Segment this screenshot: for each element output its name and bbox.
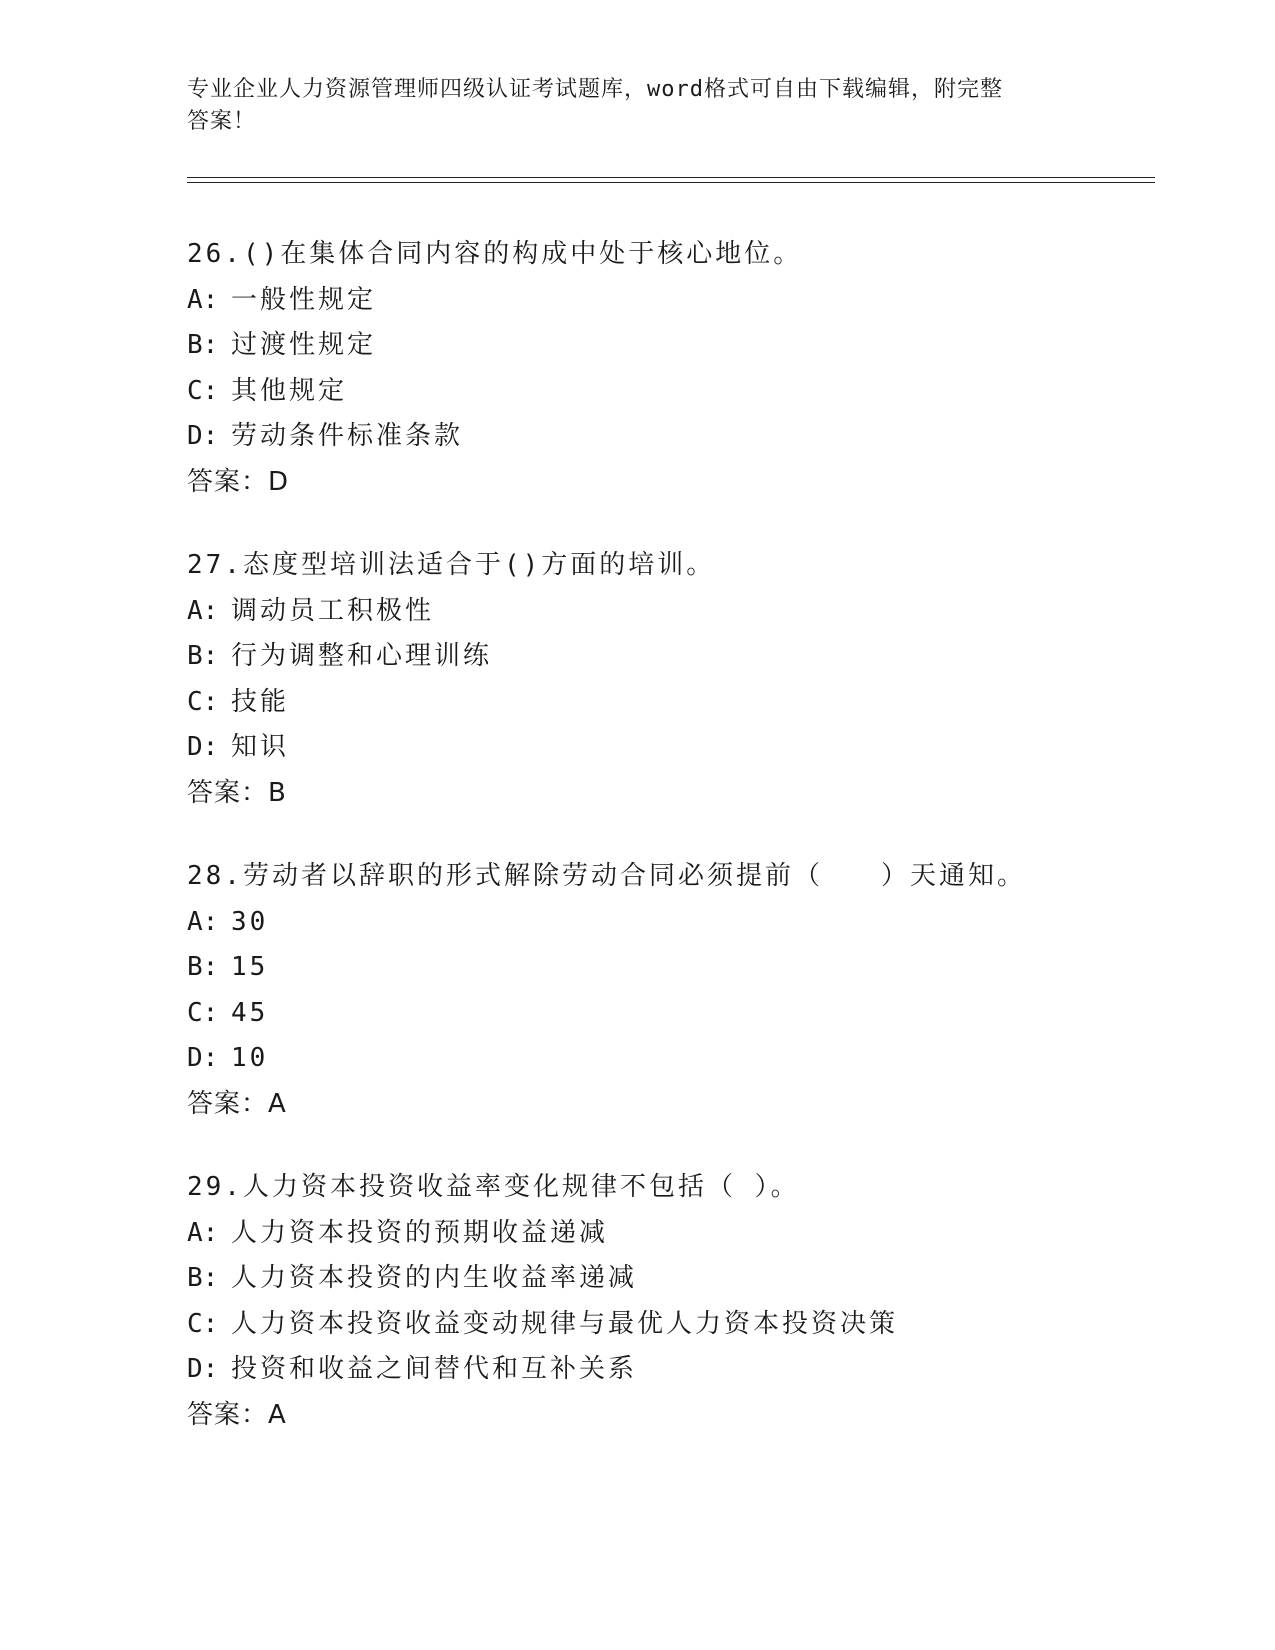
option-letter: B: [187,330,219,360]
option-b [187,323,1155,369]
question-stem: 28.劳动者以辞职的形式解除劳动合同必须提前（ ）天通知。 [187,861,1026,891]
option-c [187,680,1155,726]
option-text: 45 [231,997,269,1028]
option-letter: A: [187,906,219,937]
option-text: 知识 [231,732,290,762]
option-letter: D: [187,732,219,762]
option-text: 15 [231,952,269,982]
header-divider-top [187,177,1155,178]
option-a [187,900,1155,946]
option-letter: A: [187,284,219,315]
question-list [187,232,1155,1476]
option-c [187,1302,1155,1348]
option-b [187,1256,1155,1302]
option-letter: D: [187,1043,219,1073]
option-letter: A: [187,595,219,626]
option-text: 过渡性规定 [231,330,377,360]
question-stem: 29.人力资本投资收益率变化规律不包括（ ）。 [187,1172,800,1202]
option-text: 人力资本投资的预期收益递减 [231,1217,609,1248]
option-letter: B: [187,641,219,671]
option-letter: D: [187,1354,219,1384]
option-letter: C: [187,375,219,406]
option-letter: B: [187,952,219,982]
document-header [187,74,1087,138]
option-c [187,991,1155,1037]
header-line-1: 专业企业人力资源管理师四级认证考试题库，word格式可自由下载编辑，附完整 [187,77,1003,102]
header-line-2: 答案！ [187,109,257,134]
option-letter: C: [187,686,219,717]
option-d [187,414,1155,460]
option-text: 30 [231,906,269,937]
option-text: 人力资本投资的内生收益率递减 [231,1263,638,1293]
question-26 [187,232,1155,505]
answer-line: 答案：D [187,466,290,497]
option-b [187,945,1155,991]
option-letter: C: [187,997,219,1028]
question-27 [187,543,1155,816]
option-b [187,634,1155,680]
option-text: 劳动条件标准条款 [231,421,464,451]
option-text: 技能 [231,686,290,717]
option-letter: C: [187,1308,219,1339]
option-letter: D: [187,421,219,451]
option-text: 投资和收益之间替代和互补关系 [231,1354,638,1384]
option-a [187,589,1155,635]
option-d [187,1347,1155,1393]
option-d [187,1036,1155,1082]
option-d [187,725,1155,771]
option-text: 10 [231,1043,269,1073]
question-28 [187,854,1155,1127]
question-stem: 27.态度型培训法适合于()方面的培训。 [187,550,716,580]
option-letter: B: [187,1263,219,1293]
answer-line: 答案：A [187,1088,287,1119]
option-text: 行为调整和心理训练 [231,641,493,671]
option-c [187,369,1155,415]
answer-line: 答案：A [187,1399,287,1430]
option-text: 其他规定 [231,375,348,406]
option-a [187,278,1155,324]
option-text: 人力资本投资收益变动规律与最优人力资本投资决策 [231,1308,899,1339]
option-text: 一般性规定 [231,284,377,315]
option-letter: A: [187,1217,219,1248]
option-a [187,1211,1155,1257]
question-29 [187,1165,1155,1438]
answer-line: 答案：B [187,777,287,808]
header-divider-bottom [187,182,1155,183]
option-text: 调动员工积极性 [231,595,435,626]
question-stem: 26.()在集体合同内容的构成中处于核心地位。 [187,239,803,269]
